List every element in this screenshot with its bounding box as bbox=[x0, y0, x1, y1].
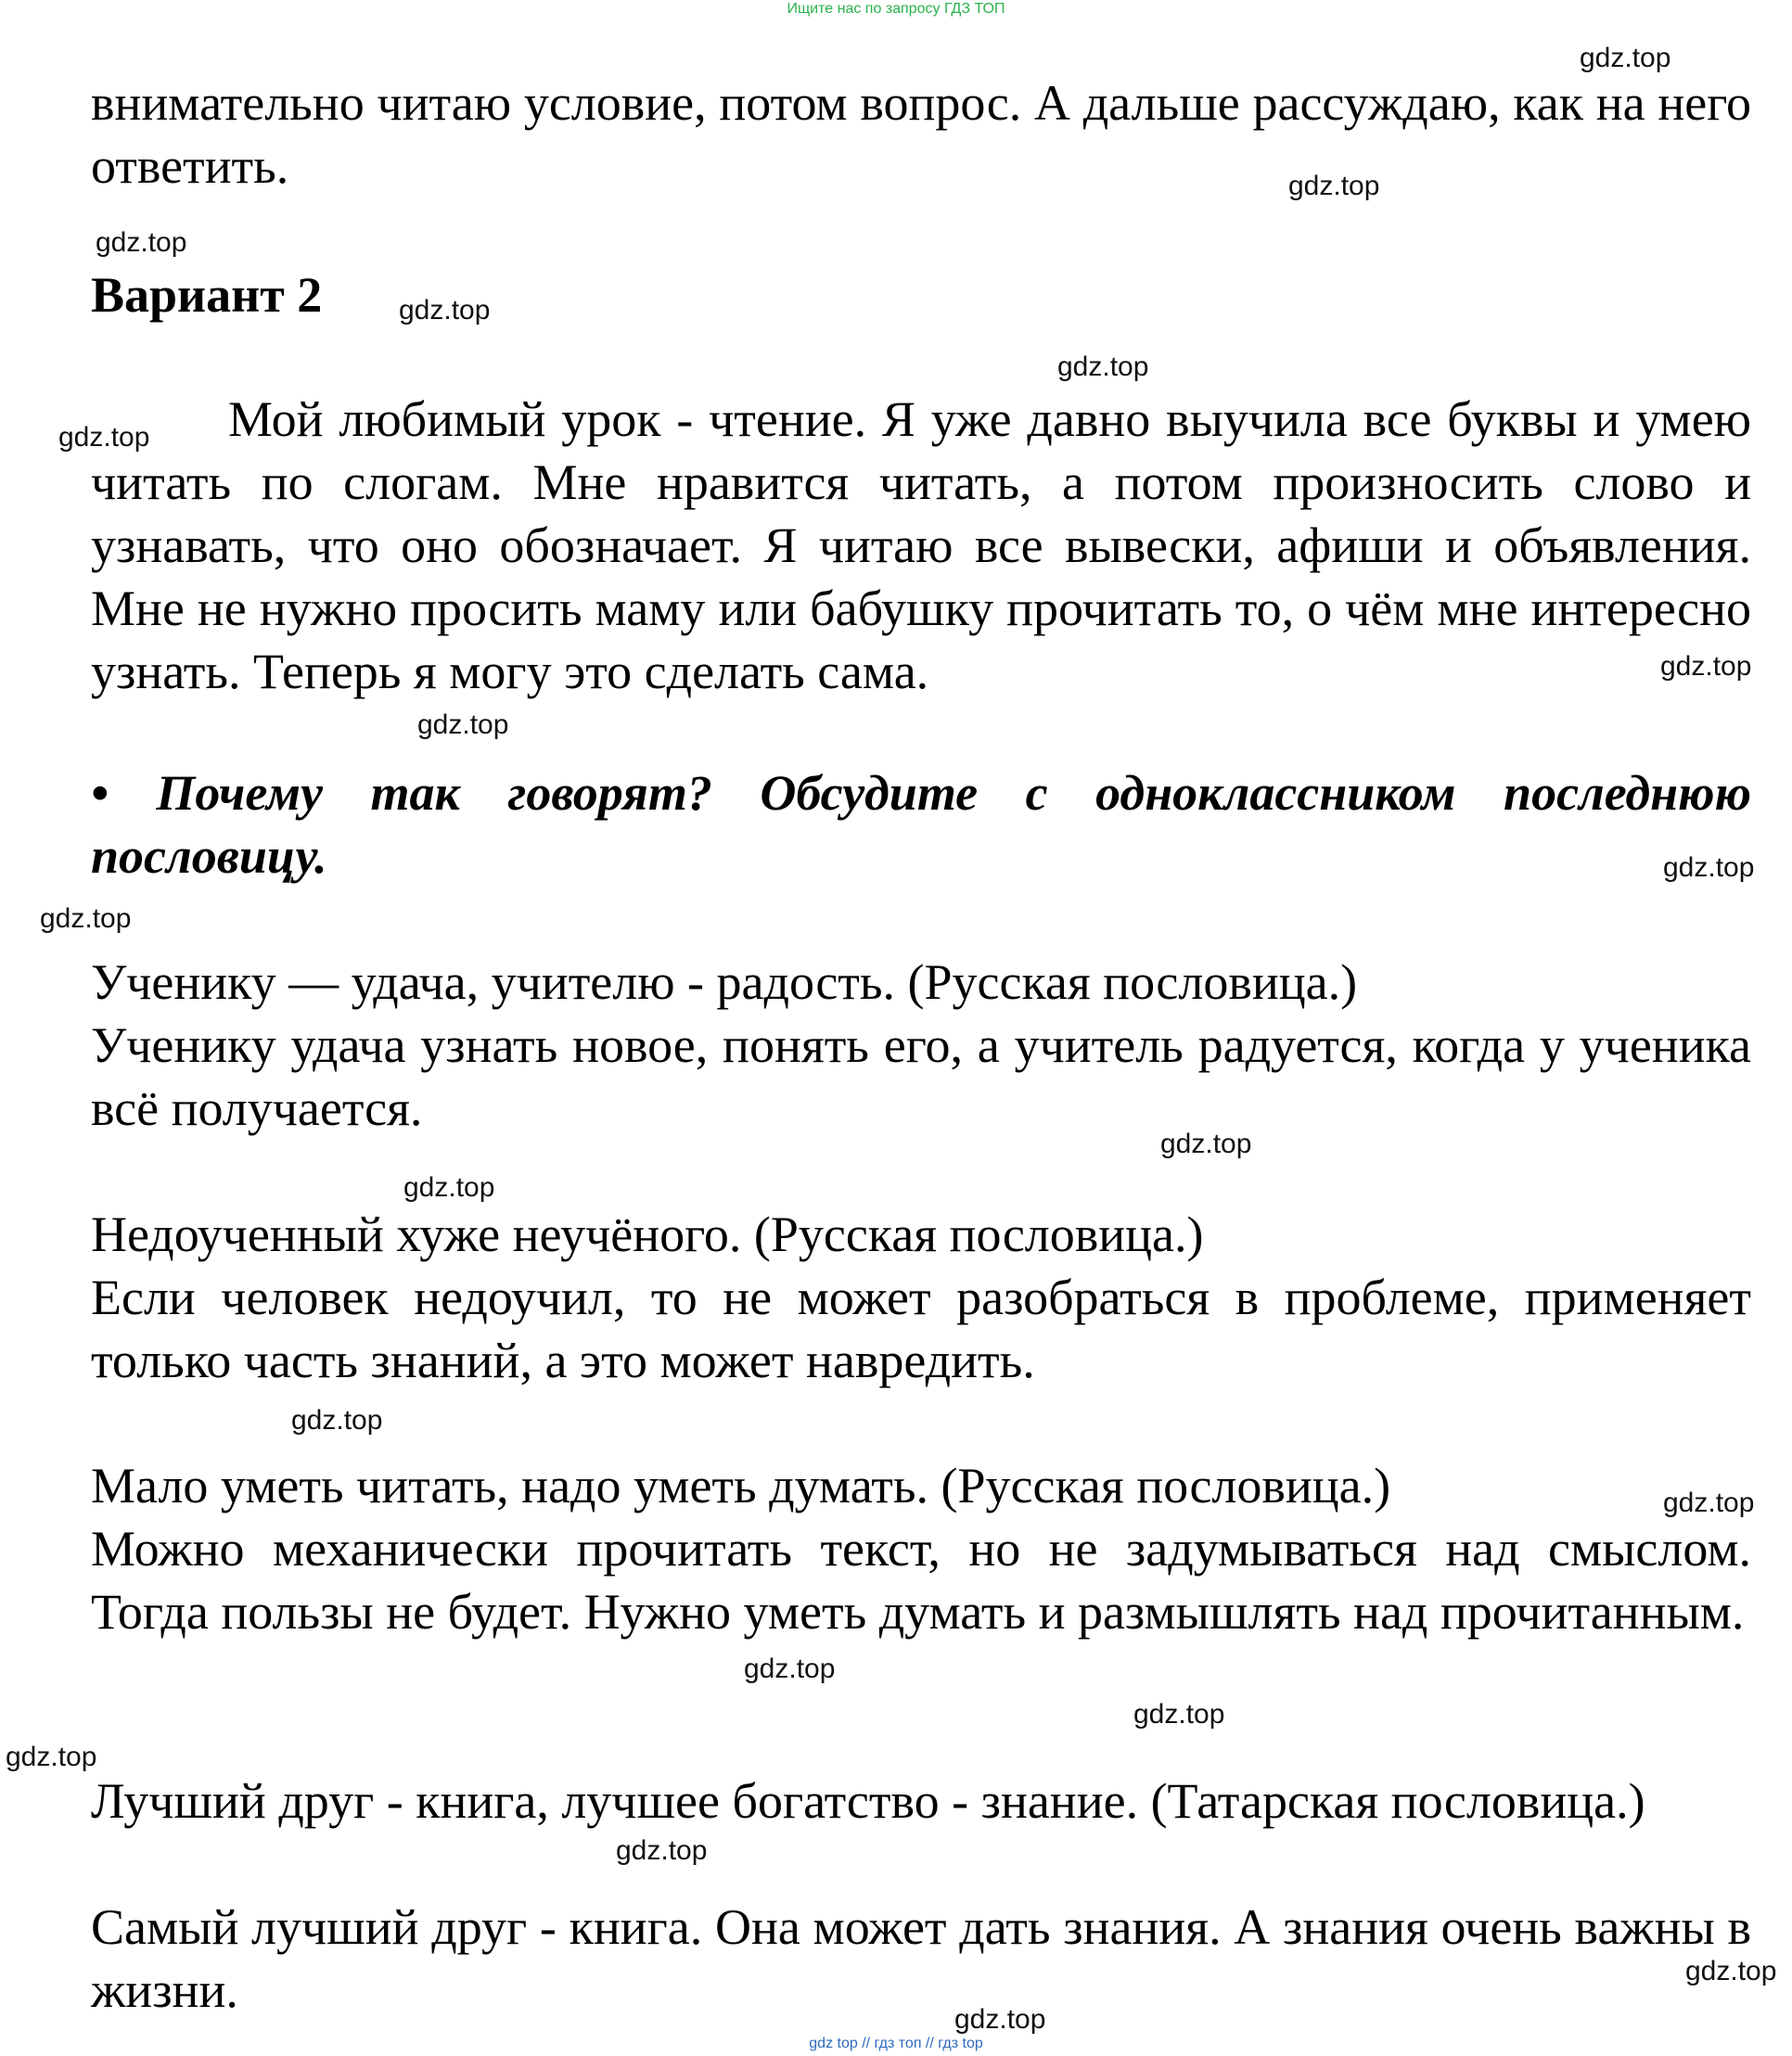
watermark: gdz.top bbox=[1663, 852, 1755, 883]
proverb-3: Мало уметь читать, надо уметь думать. (Русская пословица.) bbox=[91, 1458, 1391, 1513]
watermark: gdz.top bbox=[616, 1835, 708, 1866]
explanation-1: Ученику удача узнать новое, понять его, а учитель радуется, когда у ученика всё получается. bbox=[91, 1017, 1751, 1136]
watermark: gdz.top bbox=[1057, 351, 1149, 382]
explanation-2: Если человек недоучил, то не может разобраться в проблеме, применяет только часть знаний, а это может навредить. bbox=[91, 1270, 1751, 1388]
watermark: gdz.top bbox=[1580, 43, 1671, 73]
watermark: gdz.top bbox=[58, 422, 150, 453]
bottom-banner: gdz top // гдз топ // гдз top bbox=[809, 2036, 983, 2051]
proverb-1: Ученику — удача, учителю - радость. (Русская пословица.) bbox=[91, 954, 1358, 1010]
intro-paragraph: внимательно читаю условие, потом вопрос. А дальше рассуждаю, как на него ответить. bbox=[91, 75, 1751, 194]
watermark: gdz.top bbox=[954, 2004, 1046, 2035]
explanation-3: Можно механически прочитать текст, но не задумываться над смыслом. Тогда пользы не будет. Нужно уметь думать и размышлять над прочитанным. bbox=[91, 1521, 1751, 1640]
explanation-4: Самый лучший друг - книга. Она может дать знания. А знания очень важны в жизни. bbox=[91, 1899, 1751, 2018]
essay-paragraph: Мой любимый урок - чтение. Я уже давно выучила все буквы и умею читать по слогам. Мне нравится читать, а потом произносить слово и узнавать, что оно обозначает. Я читаю все вывески, афиши и объявления. Мне не нужно просить маму или бабушку прочитать то, о чём мне интересно узнать. Теперь я могу это сделать сама. bbox=[91, 391, 1751, 699]
watermark: gdz.top bbox=[40, 903, 132, 934]
watermark: gdz.top bbox=[1288, 171, 1380, 201]
watermark: gdz.top bbox=[96, 227, 187, 258]
watermark: gdz.top bbox=[291, 1405, 383, 1436]
watermark: gdz.top bbox=[1663, 1488, 1755, 1518]
watermark: gdz.top bbox=[417, 709, 509, 740]
watermark: gdz.top bbox=[1660, 651, 1752, 682]
proverb-2: Недоученный хуже неучёного. (Русская пословица.) bbox=[91, 1207, 1204, 1262]
watermark: gdz.top bbox=[403, 1172, 495, 1203]
variant-title: Вариант 2 bbox=[91, 267, 323, 323]
watermark: gdz.top bbox=[399, 295, 491, 326]
watermark: gdz.top bbox=[1685, 1956, 1777, 1986]
proverb-4: Лучший друг - книга, лучшее богатство - знание. (Татарская пословица.) bbox=[91, 1773, 1645, 1829]
watermark: gdz.top bbox=[1133, 1699, 1225, 1730]
watermark: gdz.top bbox=[744, 1654, 836, 1684]
task-prompt: • Почему так говорят? Обсудите с одноклассником последнюю пословицу. bbox=[91, 765, 1751, 884]
top-banner: Ищите нас по запросу ГДЗ ТОП bbox=[787, 1, 1005, 17]
watermark: gdz.top bbox=[1160, 1129, 1252, 1159]
watermark: gdz.top bbox=[6, 1742, 97, 1772]
